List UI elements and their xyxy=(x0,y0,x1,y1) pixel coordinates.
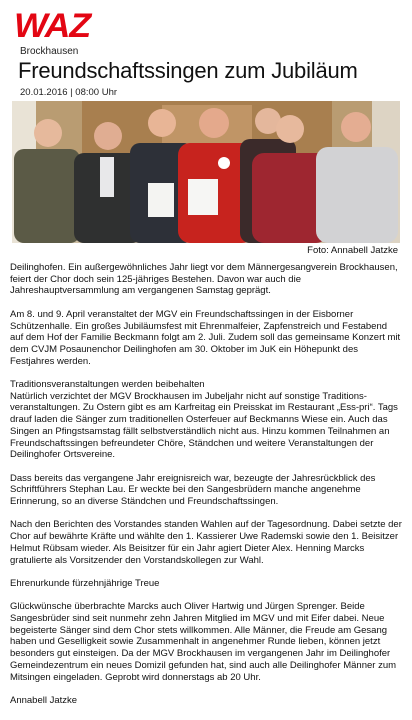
article-paragraph: Deilinghofen. Ein außergewöhnliches Jahr liegt vor dem Männergesangverein Brockhausen, feiert der Chor doch sein 125-jähriges Bestehen. Davon war auch die Jahreshauptversammlung am vergangenen Samstag geprägt. xyxy=(10,262,398,297)
photo-credit: Foto: Annabell Jatzke xyxy=(307,245,398,256)
article-paragraph: Dass bereits das vergangene Jahr ereignisreich war, bezeugte der Jahresrückblick des Schriftführers Stephan Lau. Er weckte bei den Sangesbrüdern manche angenehme Erinnerung, so an diverse Ständchen und Freundschaftssingen. xyxy=(10,472,376,508)
article-body xyxy=(10,262,402,707)
article-photo xyxy=(12,101,400,243)
article-paragraph: Nach den Berichten des Vorstandes standen Wahlen auf der Tagesordnung. Dabei setzte der Chor auf bewährte Kräfte und wählte den 1. Kassierer Uwe Rademski sowie den 1. Beisitzer Helmut Rübsam wieder. Als Beisitzer für ein Jahr agiert Dieter Alex. Henning Marcks gratulierte als Vorsitzender den Vorstandskollegen zur Wahl. xyxy=(10,519,402,566)
article-paragraph: Am 8. und 9. April veranstaltet der MGV ein Freundschaftssingen in der Eisborner Schützenhalle. Ein großes Jubiläumsfest mit Ehrenmalfeier, Zapfenstreich und Festabend auf dem Hof der Familie Beckmann folgt am 2. Juli. Zudem soll das gemeinsame Konzert mit dem CVJM Posaunenchor Deilinghofen am 30. Oktober im JuK ein Höhepunkt des Festjahres werden. xyxy=(10,308,401,367)
article-paragraph: Glückwünsche überbrachte Marcks auch Oliver Hartwig und Jürgen Sprenger. Beide Sangesbrüder sind seit nunmehr zehn Jahren Mitglied im MGV und mit Eifer dabei. Neue begeisterte Sänger sind dem Chor stets willkommen. Alle Männer, die Freude am Gesang haben und Geselligkeit sowie Zusammenhalt in angenehmer Runde lieben, können jetzt besonders gut einsteigen. Da der MGV Brockhausen im vergangenen Jahr im Deilinghofer Gemeindezentrum ein neues Domizil gefunden hat, sind auch alle Deilinghofer Männer zum Mitsingen eingeladen. Geprobt wird donnerstags ab 20 Uhr. xyxy=(10,601,397,683)
article-headline: Freundschaftssingen zum Jubiläum xyxy=(18,58,358,83)
article-dateline: 20.01.2016 | 08:00 Uhr xyxy=(20,87,118,98)
subheading: Ehrenurkunde fürzehnjährige Treue xyxy=(10,577,160,589)
waz-logo[interactable]: WAZ xyxy=(14,7,91,45)
article-paragraph: Natürlich verzichtet der MGV Brockhausen im Jubeljahr nicht auf sonstige Traditionsveranstaltungen. Zu Ostern gibt es am Karfreitag ein Preisskat im Restaurant „Ess-pri“. Tags drauf laden die Sänger zum traditionellen Osterfeuer auf Beckmanns Wiese ein. Auch das Singen an Pfingstsamstag fällt selbstverständlich nicht aus. Hinzu kommen Teilnahmen an Freundschaftssingen befreundeter Chöre, Ständchen und weitere Veranstaltungen der Deilinghofer Ortsvereine. xyxy=(10,390,398,461)
author-name: Annabell Jatzke xyxy=(10,694,78,706)
subheading: Traditionsveranstaltungen werden beibehalten xyxy=(10,379,205,390)
section-label[interactable]: Brockhausen xyxy=(20,46,79,57)
